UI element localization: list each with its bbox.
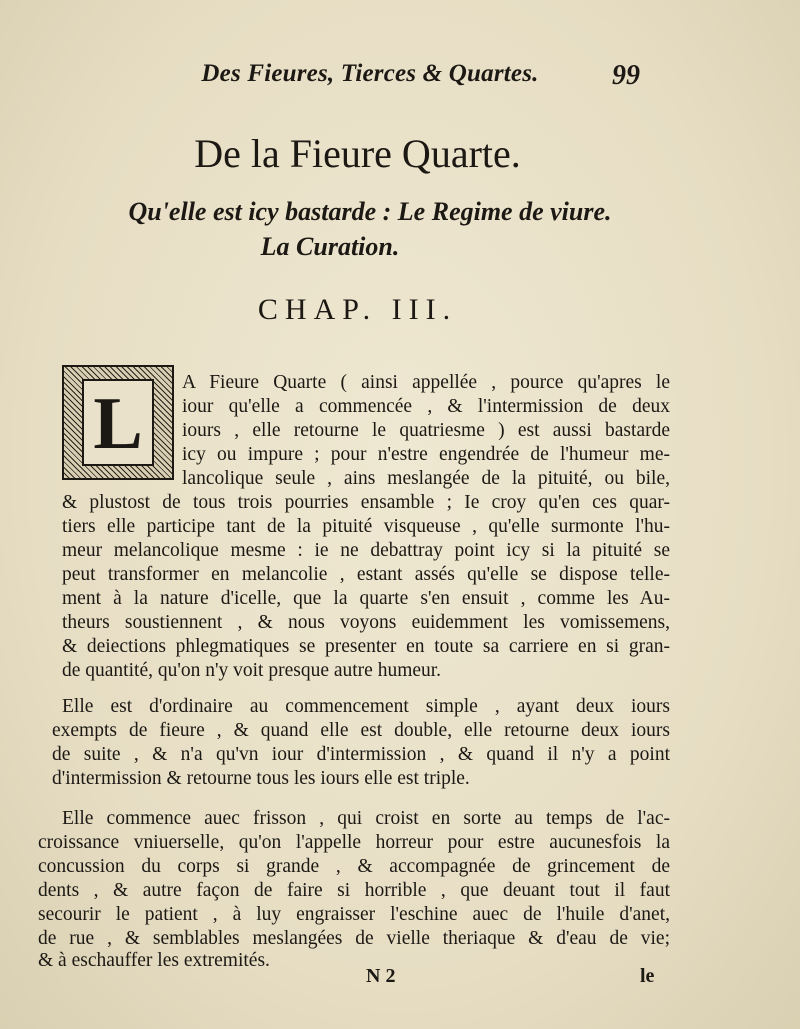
text-line: icy ou impure ; pour n'estre engendrée de l'humeur me- — [182, 444, 670, 465]
text-line: lancolique seule , ains meslangée de la pituité, ou bile, — [182, 468, 670, 489]
text-line: Elle commence auec frisson , qui croist en sorte au temps de l'ac- — [62, 808, 670, 829]
catchword: le — [640, 965, 655, 987]
text-line: ment à la nature d'icelle, que la quarte s'en ensuit , comme les Au- — [62, 588, 670, 609]
text-line: Elle est d'ordinaire au commencement simple , ayant deux iours — [62, 696, 670, 717]
text-line: croissance vniuerselle, qu'on l'appelle horreur pour estre aucunesfois la — [38, 832, 670, 853]
drop-cap-letter: L — [82, 379, 154, 466]
text-line: meur melancolique mesme : ie ne debattray point icy si la pituité se — [62, 540, 670, 561]
text-line: dents , & autre façon de faire si horrible , que deuant tout il faut — [38, 880, 670, 901]
text-line: d'intermission & retourne tous les iours elle est triple. — [52, 768, 470, 789]
text-line: iours , elle retourne le quatriesme ) est aussi bastarde — [182, 420, 670, 441]
running-head: Des Fieures, Tierces & Quartes. — [201, 60, 539, 87]
text-line: iour qu'elle a commencée , & l'intermission de deux — [182, 396, 670, 417]
text-line: de quantité, qu'on n'y voit presque autre humeur. — [62, 660, 442, 681]
text-line: A Fieure Quarte ( ainsi appellée , pource qu'apres le — [182, 372, 670, 393]
text-line: peut transformer en melancolie , estant assés qu'elle se dispose telle- — [62, 564, 670, 585]
text-line: & à eschauffer les extremités. — [38, 950, 270, 971]
text-line: & plustost de tous trois pourries ensamble ; Ie croy qu'en ces quar- — [62, 492, 670, 513]
page-number: 99 — [612, 60, 640, 91]
chapter-number: CHAP. III. — [257, 293, 458, 326]
text-line: secourir le patient , à luy engraisser l'eschine auec de l'huile d'anet, — [38, 904, 670, 925]
text-line: de rue , & semblables meslangées de vielle theriaque & d'eau de vie; — [38, 928, 670, 949]
text-line: tiers elle participe tant de la pituité visqueuse , qu'elle surmonte l'hu- — [62, 516, 670, 537]
text-line: theurs soustiennent , & nous voyons euidemment les vomissemens, — [62, 612, 670, 633]
signature-mark: N 2 — [366, 965, 396, 987]
subtitle-line-2: La Curation. — [260, 232, 400, 261]
text-line: exempts de fieure , & quand elle est double, elle retourne deux iours — [52, 720, 670, 741]
subtitle-line-1: Qu'elle est icy bastarde : Le Regime de viure. — [128, 197, 612, 226]
text-line: de suite , & n'a qu'vn iour d'intermission , & quand il n'y a point — [52, 744, 670, 765]
chapter-title: De la Fieure Quarte. — [194, 131, 521, 176]
text-line: concussion du corps si grande , & accompagnée de grincement de — [38, 856, 670, 877]
decorated-initial — [62, 365, 174, 480]
text-line: & deiections phlegmatiques se presenter en toute sa carriere en si gran- — [62, 636, 670, 657]
